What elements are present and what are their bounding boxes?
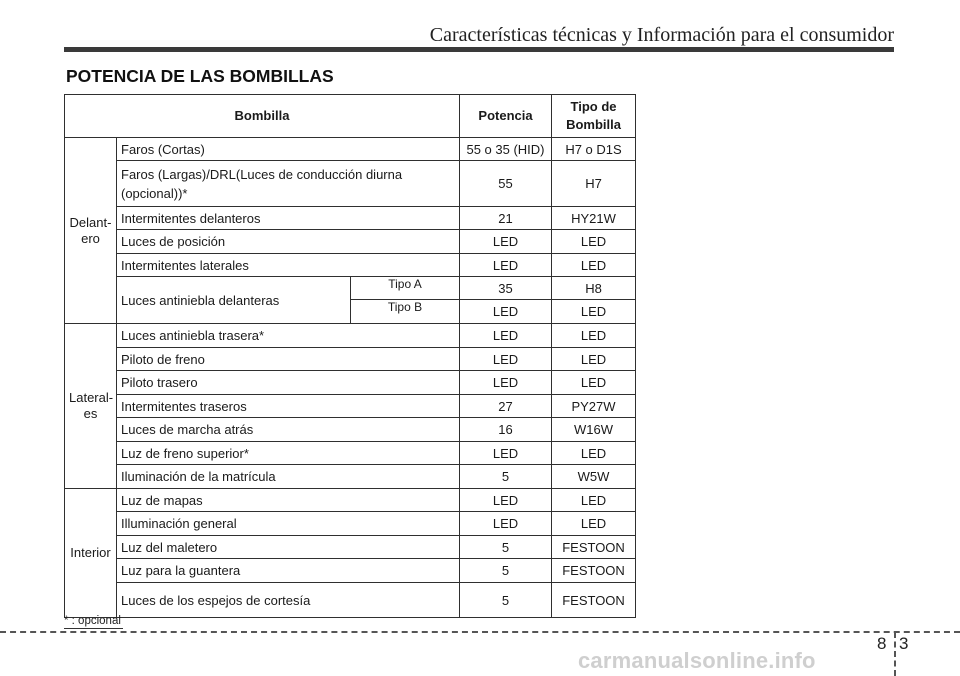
bulb-type: H7: [552, 161, 636, 207]
bulb-name: Iluminación de la matrícula: [117, 465, 460, 489]
bulb-name: Luces de marcha atrás: [117, 418, 460, 442]
bulb-power: LED: [460, 348, 552, 371]
table-row: [65, 371, 636, 395]
group-label-side-line2: es: [83, 406, 98, 421]
watermark: carmanualsonline.info: [578, 648, 816, 673]
bulb-power: LED: [460, 489, 552, 512]
column-header-bulb: Bombilla: [65, 95, 460, 138]
table-row: [65, 277, 636, 300]
table-row: [65, 230, 636, 254]
bulb-power: 5: [460, 559, 552, 583]
bulb-power: LED: [460, 512, 552, 536]
bulb-name: Luces antiniebla delanteras: [117, 277, 351, 324]
bulb-type: LED: [552, 230, 636, 254]
bulb-name: [117, 161, 460, 207]
table-row: [65, 559, 636, 583]
group-label-front-line1: Delant-: [69, 214, 112, 230]
table-row: [65, 465, 636, 489]
bulb-name: Piloto trasero: [117, 371, 460, 395]
bulb-power: LED: [460, 300, 552, 324]
bulb-type: LED: [552, 489, 636, 512]
chapter-number: 8: [877, 634, 887, 653]
bulb-type: HY21W: [552, 207, 636, 230]
table-row: [65, 207, 636, 230]
page-header-title: Características técnicas y Información para el consumidor: [429, 24, 894, 46]
table-row: [65, 583, 636, 618]
table-row: [65, 489, 636, 512]
bulb-power: LED: [460, 371, 552, 395]
bulb-name: Luces de los espejos de cortesía: [117, 583, 460, 618]
group-label-side-line1: Lateral-: [69, 390, 114, 405]
bulb-power: LED: [460, 324, 552, 348]
bulb-name: Luz de freno superior*: [117, 442, 460, 465]
table-row: [65, 161, 636, 207]
bulb-power: 5: [460, 536, 552, 559]
bulb-name: Intermitentes delanteros: [117, 207, 460, 230]
bulb-power: 55: [460, 161, 552, 207]
section-title: POTENCIA DE LAS BOMBILLAS: [66, 66, 334, 86]
table-row: [65, 536, 636, 559]
bulb-power: 21: [460, 207, 552, 230]
bulb-name: Luces antiniebla trasera*: [117, 324, 460, 348]
bulb-type: FESTOON: [552, 583, 636, 618]
bulb-name: Faros (Cortas): [117, 138, 460, 161]
bulb-power: LED: [460, 254, 552, 277]
table-row: [65, 418, 636, 442]
bulb-type: H8: [552, 277, 636, 300]
bulb-power: 5: [460, 583, 552, 618]
bulb-type: LED: [552, 300, 636, 324]
bulb-name: Luz del maletero: [117, 536, 460, 559]
bulb-type: LED: [552, 348, 636, 371]
bulb-type: LED: [552, 371, 636, 395]
bulb-type: LED: [552, 442, 636, 465]
table-row: [65, 324, 636, 348]
table-row: [65, 395, 636, 418]
variant-label-b: Tipo B: [351, 300, 460, 324]
column-header-type: [552, 95, 636, 138]
group-label-front-line2: ero: [81, 230, 100, 246]
bulb-name: Piloto de freno: [117, 348, 460, 371]
bulb-name: Luz para la guantera: [117, 559, 460, 583]
page-number: 3: [899, 634, 909, 653]
bulb-name: Luz de mapas: [117, 489, 460, 512]
table-header-row: [65, 95, 636, 138]
bulb-name-line1: Faros (Largas)/DRL(Luces de conducción diurna: [121, 166, 403, 182]
column-header-power: Potencia: [460, 95, 552, 138]
footer-rule: [0, 631, 960, 633]
bulb-power: 5: [460, 465, 552, 489]
bulb-type: LED: [552, 254, 636, 277]
bulb-power: 16: [460, 418, 552, 442]
group-label-side: [65, 324, 117, 489]
group-label-front: [65, 138, 117, 324]
bulb-name: Luces de posición: [117, 230, 460, 254]
bulb-type: LED: [552, 324, 636, 348]
bulb-type: FESTOON: [552, 559, 636, 583]
table-row: [65, 254, 636, 277]
table-row: [65, 442, 636, 465]
bulb-power: 35: [460, 277, 552, 300]
bulb-power: LED: [460, 442, 552, 465]
table-row: [65, 348, 636, 371]
bulb-type: PY27W: [552, 395, 636, 418]
bulb-power: LED: [460, 230, 552, 254]
group-label-interior: Interior: [65, 489, 117, 618]
bulb-name-line2: (opcional))*: [121, 185, 188, 201]
bulb-name: Intermitentes traseros: [117, 395, 460, 418]
table-row: [65, 512, 636, 536]
column-header-type-line2: Bombilla: [566, 117, 621, 132]
bulb-type: H7 o D1S: [552, 138, 636, 161]
footnote: * : opcional: [64, 615, 121, 627]
bulb-power: 27: [460, 395, 552, 418]
table-row: [65, 138, 636, 161]
bulb-type: W16W: [552, 418, 636, 442]
bulb-power-table: [64, 94, 636, 618]
variant-label-a: Tipo A: [351, 277, 460, 300]
column-header-type-line1: Tipo de: [570, 99, 617, 114]
bulb-name: Illuminación general: [117, 512, 460, 536]
bulb-power: 55 o 35 (HID): [460, 138, 552, 161]
bulb-name: Intermitentes laterales: [117, 254, 460, 277]
bulb-type: W5W: [552, 465, 636, 489]
bulb-type: FESTOON: [552, 536, 636, 559]
footer-divider: [894, 632, 896, 676]
bulb-type: LED: [552, 512, 636, 536]
header-rule: [64, 47, 894, 52]
